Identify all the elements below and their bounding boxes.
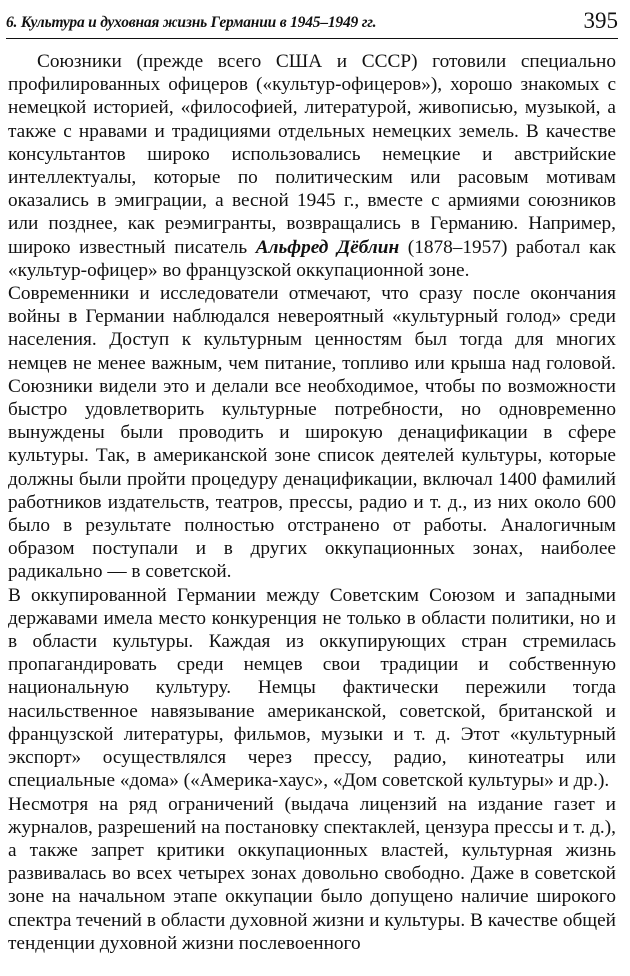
running-head bbox=[6, 8, 618, 38]
paragraph-1 bbox=[8, 50, 616, 282]
paragraph-3: В оккупированной Германии между Советским Союзом и западными державами имела место конкуренция не только в области политики, но и в области культуры. Каждая из оккупирующих стран стремилась пропагандировать среди немцев свои традиции и собственную национальную культуру. Немцы фактически пережили тогда насильственное навязывание американской, советской, британской и французской литературы, фильмов, музыки и т. д. Этот «культурный экспорт» осуществлялся через прессу, радио, кинотеатры или специальные «дома» («Америка-хаус», «Дом советской культуры» и др.). bbox=[8, 584, 616, 792]
page-number: 395 bbox=[583, 8, 618, 33]
paragraph-2: Современники и исследователи отмечают, что сразу после окончания войны в Германии наблюдался невероятный «культурный голод» среди населения. Доступ к культурным ценностям был тогда для многих немцев не менее важным, чем питание, топливо или крыша над головой. Союзники видели это и делали все необходимое, чтобы по возможности быстро удовлетворить культурные потребности, но одновременно вынуждены были проводить и широкую денацификации в сфере культуры. Так, в американской зоне список деятелей культуры, которые должны были пройти процедуру денацификации, включал 1400 фамилий работников издательств, театров, прессы, радио и т. д., из них около 600 было в результате полностью отстранено от работы. Аналогичным образом поступали и в других оккупационных зонах, наиболее радикально — в советской. bbox=[8, 283, 616, 583]
author-name: Альфред Дёблин bbox=[255, 236, 400, 258]
paragraph-1-text-after: (1878–1957) работал как «культур-офицер» во французской оккупационной зоне. bbox=[8, 236, 616, 281]
paragraph-4: Несмотря на ряд ограничений (выдача лицензий на издание газет и журналов, разрешений на постановку спектаклей, цензура прессы и т. д.), а также запрет критики оккупационных властей, культурная жизнь развивалась во всех четырех зонах довольно свободно. Даже в советской зоне на начальном этапе оккупации было допущено наличие широкого спектра течений в области духовной жизни и культуры. В качестве общей тенденции духовной жизни послевоенного bbox=[8, 793, 616, 954]
running-title: 6. Культура и духовная жизнь Германии в 1945–1949 гг. bbox=[6, 14, 377, 31]
body-text bbox=[8, 50, 616, 955]
header-rule bbox=[6, 38, 618, 39]
paragraph-1-text-before: Союзники (прежде всего США и СССР) готовили специально профилированных офицеров («культур-офицеров»), хорошо знакомых с немецкой историей, «философией, литературой, живописью, музыкой, а также с нравами и традициями отдельных немецких земель. В качестве консультантов широко использовались немецкие и австрийские интеллектуалы, которые по политическим или расовым мотивам оказались в эмиграции, а весной 1945 г., вместе с армиями союзников или позднее, как реэмигранты, возвращались в Германию. Например, широко известный писатель bbox=[8, 51, 616, 258]
